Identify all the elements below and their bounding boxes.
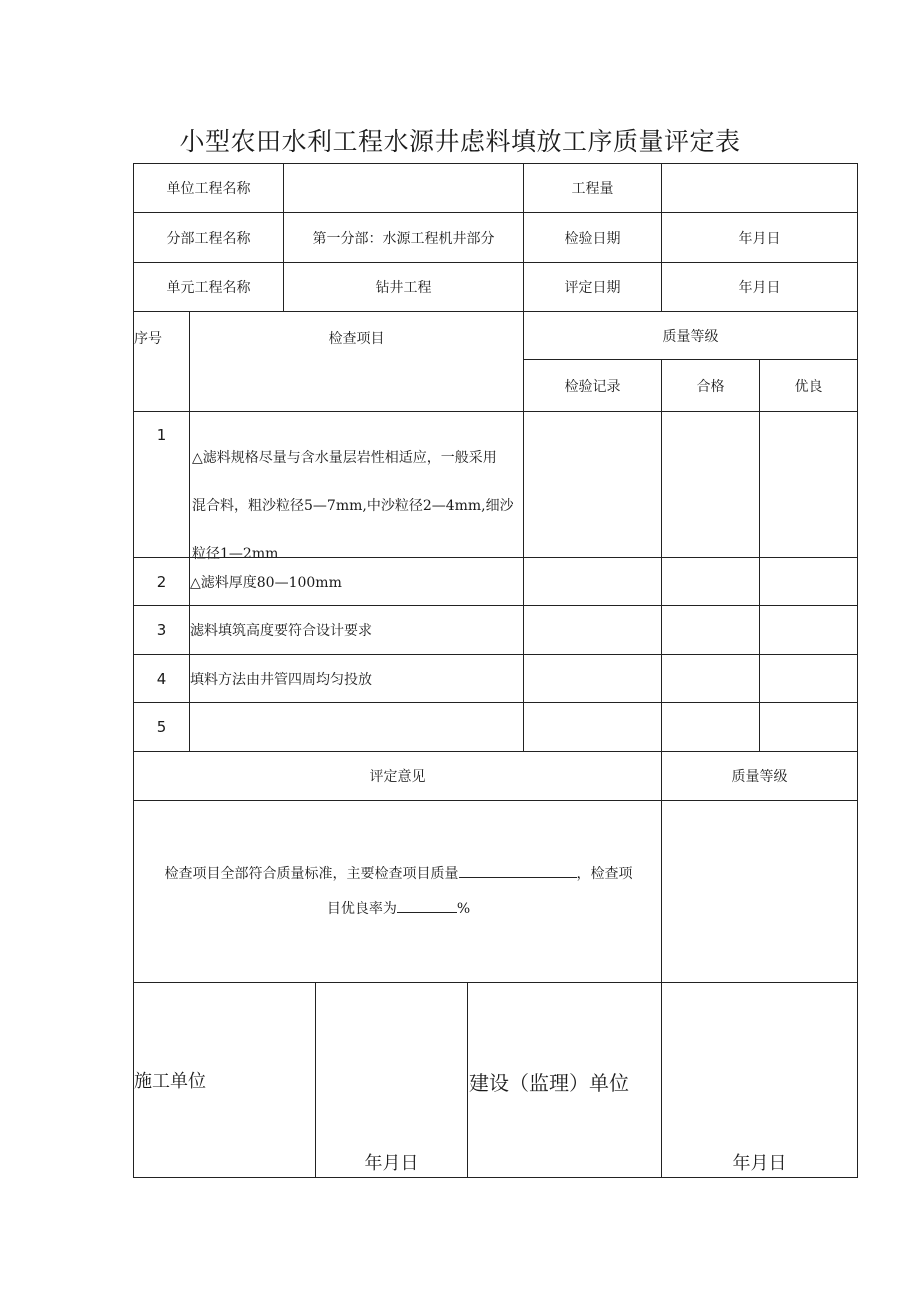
page-title: 小型农田水利工程水源井虑料填放工序质量评定表 xyxy=(179,127,741,156)
construction-unit-label: 施工单位 xyxy=(133,982,316,1178)
quality-blank[interactable] xyxy=(459,863,577,878)
opinion-label: 评定意见 xyxy=(133,751,662,801)
evaluation-form xyxy=(133,163,858,1178)
pass-cell[interactable] xyxy=(661,702,760,752)
record-cell[interactable] xyxy=(523,654,662,703)
pass-header: 合格 xyxy=(661,359,760,412)
pass-cell[interactable] xyxy=(661,411,760,558)
element-project-label: 单元工程名称 xyxy=(133,262,284,312)
element-project-field[interactable]: 钻井工程 xyxy=(283,262,524,312)
check-item-line: △滤料规格尽量与含水量层岩性相适应，一般采用 xyxy=(192,450,497,466)
check-item-line: 粒径1—2mm xyxy=(192,546,279,562)
evaluation-date-label: 评定日期 xyxy=(523,262,662,312)
excellent-cell[interactable] xyxy=(759,605,858,655)
row-number: 1 xyxy=(133,411,190,558)
opinion-text xyxy=(133,800,662,983)
check-item[interactable] xyxy=(189,702,524,752)
row-number: 3 xyxy=(133,605,190,655)
excellent-cell[interactable] xyxy=(759,702,858,752)
row-number: 5 xyxy=(133,702,190,752)
excellent-rate-blank[interactable] xyxy=(397,898,457,913)
opinion-grade-field[interactable] xyxy=(661,800,858,983)
quantity-field[interactable] xyxy=(661,163,858,213)
excellent-header: 优良 xyxy=(759,359,858,412)
unit-project-field[interactable] xyxy=(283,163,524,213)
construction-date: 年月日 xyxy=(364,1153,419,1174)
seq-header: 序号 xyxy=(133,311,190,412)
supervision-unit-label: 建设（监理）单位 xyxy=(467,982,662,1178)
excellent-cell[interactable] xyxy=(759,557,858,606)
sub-project-label: 分部工程名称 xyxy=(133,212,284,263)
check-item: 滤料填筑高度要符合设计要求 xyxy=(133,605,524,655)
unit-project-label: 单位工程名称 xyxy=(133,163,284,213)
record-cell[interactable] xyxy=(523,605,662,655)
record-cell[interactable] xyxy=(523,411,662,558)
pass-cell[interactable] xyxy=(661,557,760,606)
sub-project-field[interactable]: 第一分部：水源工程机井部分 xyxy=(283,212,524,263)
excellent-cell[interactable] xyxy=(759,411,858,558)
opinion-text-part: % xyxy=(456,901,471,917)
row-number: 2 xyxy=(133,557,190,606)
item-header: 检查项目 xyxy=(189,311,524,412)
record-header: 检验记录 xyxy=(523,359,662,412)
inspection-date-field[interactable]: 年月日 xyxy=(661,212,858,263)
row-number: 4 xyxy=(133,654,190,703)
record-cell[interactable] xyxy=(523,702,662,752)
opinion-text-part: 检查项目全部符合质量标准，主要检查项目质量 xyxy=(164,866,459,882)
check-item xyxy=(133,411,524,562)
supervision-date: 年月日 xyxy=(732,1153,787,1174)
check-item: 填料方法由井管四周均匀投放 xyxy=(133,654,524,703)
pass-cell[interactable] xyxy=(661,605,760,655)
inspection-date-label: 检验日期 xyxy=(523,212,662,263)
record-cell[interactable] xyxy=(523,557,662,606)
opinion-text-part: 目优良率为 xyxy=(326,901,397,917)
construction-sign-cell[interactable] xyxy=(315,982,468,1178)
quality-grade-header: 质量等级 xyxy=(523,311,858,360)
pass-cell[interactable] xyxy=(661,654,760,703)
evaluation-date-field[interactable]: 年月日 xyxy=(661,262,858,312)
opinion-grade-label: 质量等级 xyxy=(661,751,858,801)
check-item-line: 混合料，粗沙粒径5—7mm,中沙粒径2—4mm,细沙 xyxy=(192,498,514,514)
quantity-label: 工程量 xyxy=(523,163,662,213)
check-item: △滤料厚度80—100mm xyxy=(133,557,524,606)
excellent-cell[interactable] xyxy=(759,654,858,703)
opinion-text-part: ，检查项 xyxy=(576,866,633,882)
supervision-sign-cell[interactable] xyxy=(661,982,858,1178)
